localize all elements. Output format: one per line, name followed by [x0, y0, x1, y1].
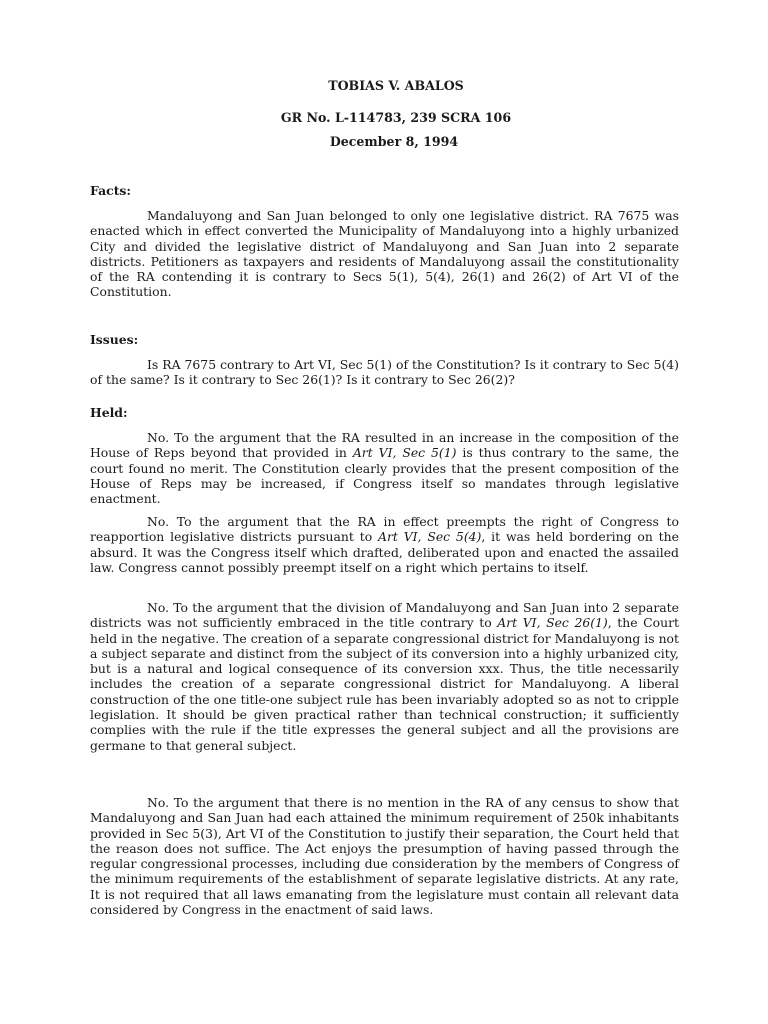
held-paragraph-1: [90, 430, 679, 506]
issues-paragraph: Is RA 7675 contrary to Art VI, Sec 5(1) of the Constitution? Is it contrary to Sec 5(4) of the same? Is it contrary to Sec 26(1)? Is it contrary to Sec 26(2)?: [90, 357, 679, 388]
case-title: TOBIAS V. ABALOS: [328, 78, 464, 93]
held-p2-ref: Art VI, Sec 5(4): [378, 529, 482, 545]
case-date: December 8, 1994: [329, 134, 459, 149]
held-paragraph-4: No. To the argument that there is no mention in the RA of any census to show that Mandaluyong and San Juan had each attained the minimum requirement of 250k inhabitants provided in Sec 5(3), Art VI of the Constitution to justify their separation, the Court held that the reason does not suffice. The Act enjoys the presumption of having passed through the regular congressional processes, including due consideration by the members of Congress of the minimum requirements of the establishment of separate legislative districts. At any rate, It is not required that all laws emanating from the legislature must contain all relevant data considered by Congress in the enactment of said laws.: [90, 795, 679, 918]
case-citation: GR No. L-114783, 239 SCRA 106: [280, 110, 512, 125]
held-p1-text-a: No. To the argument that the RA resulted in an increase in the composition of the House of Reps beyond that provided in: [90, 430, 679, 461]
held-p3-text-a: No. To the argument that the division of Mandaluyong and San Juan into 2 separate districts was not sufficiently embraced in the title contrary to: [90, 600, 679, 631]
facts-heading: Facts:: [90, 183, 131, 198]
issues-heading: Issues:: [90, 332, 139, 347]
held-heading: Held:: [90, 405, 128, 420]
held-paragraph-2: [90, 514, 679, 575]
held-p3-text-b: , the Court held in the negative. The creation of a separate congressional district for Mandaluyong is not a subject separate and distinct from the subject of its conversion into a highly urbanized city, but is a natural and logical consequence of its conversion xxx. Thus, the title necessarily includes the creation of a separate congressional district for Mandaluyong. A liberal construction of the one title-one subject rule has been invariably adopted so as not to cripple legislation. It should be given practical rather than technical construction; it sufficiently complies with the rule if the title expresses the general subject and all the provisions are germane to that general subject.: [90, 615, 679, 753]
held-p2-text-a: No. To the argument that the RA in effect preempts the right of Congress to reapportion legislative districts pursuant to: [90, 514, 679, 545]
held-p3-ref: Art VI, Sec 26(1): [497, 615, 608, 631]
held-p1-text-b: is thus contrary to the same, the court found no merit. The Constitution clearly provides that the present composition of the House of Reps may be increased, if Congress itself so mandates through legislative enactment.: [90, 445, 679, 507]
held-paragraph-3: [90, 600, 679, 753]
held-p2-text-b: , it was held bordering on the absurd. It was the Congress itself which drafted, deliberated upon and enacted the assailed law. Congress cannot possibly preempt itself on a right which pertains to itself.: [90, 529, 679, 575]
facts-paragraph: Mandaluyong and San Juan belonged to only one legislative district. RA 7675 was enacted which in effect converted the Municipality of Mandaluyong into a highly urbanized City and divided the legislative district of Mandaluyong and San Juan into 2 separate districts. Petitioners as taxpayers and residents of Mandaluyong assail the constitutionality of the RA contending it is contrary to Secs 5(1), 5(4), 26(1) and 26(2) of Art VI of the Constitution.: [90, 208, 679, 300]
held-p1-ref: Art VI, Sec 5(1): [352, 445, 457, 461]
